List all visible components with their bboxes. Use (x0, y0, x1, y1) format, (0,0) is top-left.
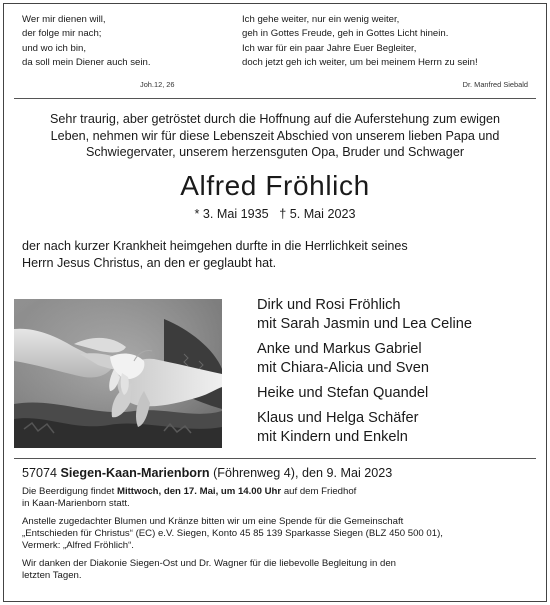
passing-line: der nach kurzer Krankheit heimgehen durfte in die Herrlichkeit seines (22, 239, 408, 253)
donation-line: „Entschieden für Christus“ (EC) e.V. Siegen, Konto 45 85 139 Sparkasse Siegen (BLZ 450 500 01), (22, 528, 443, 539)
funeral-time: Mittwoch, den 17. Mai, um 14.00 Uhr (116, 486, 282, 497)
zip-code: 57074 (22, 466, 58, 480)
verse-line: Wer mir dienen will, (22, 14, 106, 25)
death-date: † 5. Mai 2023 (279, 207, 356, 221)
deceased-name: Alfred Fröhlich (180, 170, 370, 201)
poem-line: Ich war für ein paar Jahre Euer Begleiter, (242, 42, 417, 54)
funeral-info (22, 486, 356, 510)
bible-verse (22, 13, 151, 71)
place-date (22, 466, 392, 480)
poem-line: Ich gehe weiter, nur ein wenig weiter, (242, 14, 400, 25)
mourner-line: Klaus und Helga Schäfer (257, 410, 419, 426)
bible-verse-source: Joh.12, 26 (140, 80, 175, 89)
intro-line: Leben, nehmen wir für diese Lebenszeit Abschied von unserem lieben Papa und (50, 128, 500, 143)
poem (242, 13, 478, 71)
verse-line: da soll mein Diener auch sein. (22, 57, 151, 69)
poem-author: Dr. Manfred Siebald (462, 80, 528, 89)
funeral-location: in Kaan-Marienborn statt. (22, 498, 130, 509)
mourner-line: mit Sarah Jasmin und Lea Celine (257, 316, 472, 332)
passing-line: Herrn Jesus Christus, an den er geglaubt hat. (22, 255, 277, 270)
divider-bottom (14, 458, 536, 459)
funeral-prefix: Die Beerdigung findet (22, 486, 115, 497)
notice-date: 9. Mai 2023 (326, 466, 393, 480)
poem-line: doch jetzt geh ich weiter, um bei meinem Herrn zu sein! (242, 57, 478, 69)
donation-line: Vermerk: „Alfred Fröhlich“. (22, 540, 134, 551)
divider-top (14, 98, 536, 99)
donation-line: Anstelle zugedachter Blumen und Kränze bitten wir um eine Spende für die Gemeinschaft (22, 516, 404, 527)
intro-line: Schwiegervater, unserem herzensguten Opa, Bruder und Schwager (85, 145, 465, 160)
poem-line: geh in Gottes Freude, geh in Gottes Licht hinein. (242, 28, 449, 40)
hands-photo (14, 299, 222, 448)
mourner-line: Dirk und Rosi Fröhlich (257, 297, 401, 313)
verse-line: der folge mir nach; (22, 28, 102, 40)
mourner-line: Anke und Markus Gabriel (257, 341, 422, 357)
mourner-line: mit Kindern und Enkeln (257, 429, 408, 445)
mourner-line: Heike und Stefan Quandel (257, 385, 429, 401)
intro-text (14, 111, 536, 161)
life-dates (0, 207, 550, 221)
street: (Föhrenweg 4), den (213, 466, 323, 480)
intro-line: Sehr traurig, aber getröstet durch die Hoffnung auf die Auferstehung zum ewigen (50, 112, 500, 126)
town: Siegen-Kaan-Marienborn (60, 466, 210, 480)
thanks-line: Wir danken der Diakonie Siegen-Ost und Dr. Wagner für die liebevolle Begleitung in den (22, 558, 397, 569)
thanks-text (22, 558, 396, 582)
thanks-line: letzten Tagen. (22, 570, 82, 581)
verse-line: und wo ich bin, (22, 42, 86, 54)
funeral-suffix: auf dem Friedhof (283, 486, 357, 497)
mourner-line: mit Chiara-Alicia und Sven (257, 360, 429, 376)
mourners-list (257, 296, 472, 447)
passing-text (22, 238, 408, 271)
donation-info (22, 516, 443, 552)
birth-date: * 3. Mai 1935 (194, 207, 269, 221)
